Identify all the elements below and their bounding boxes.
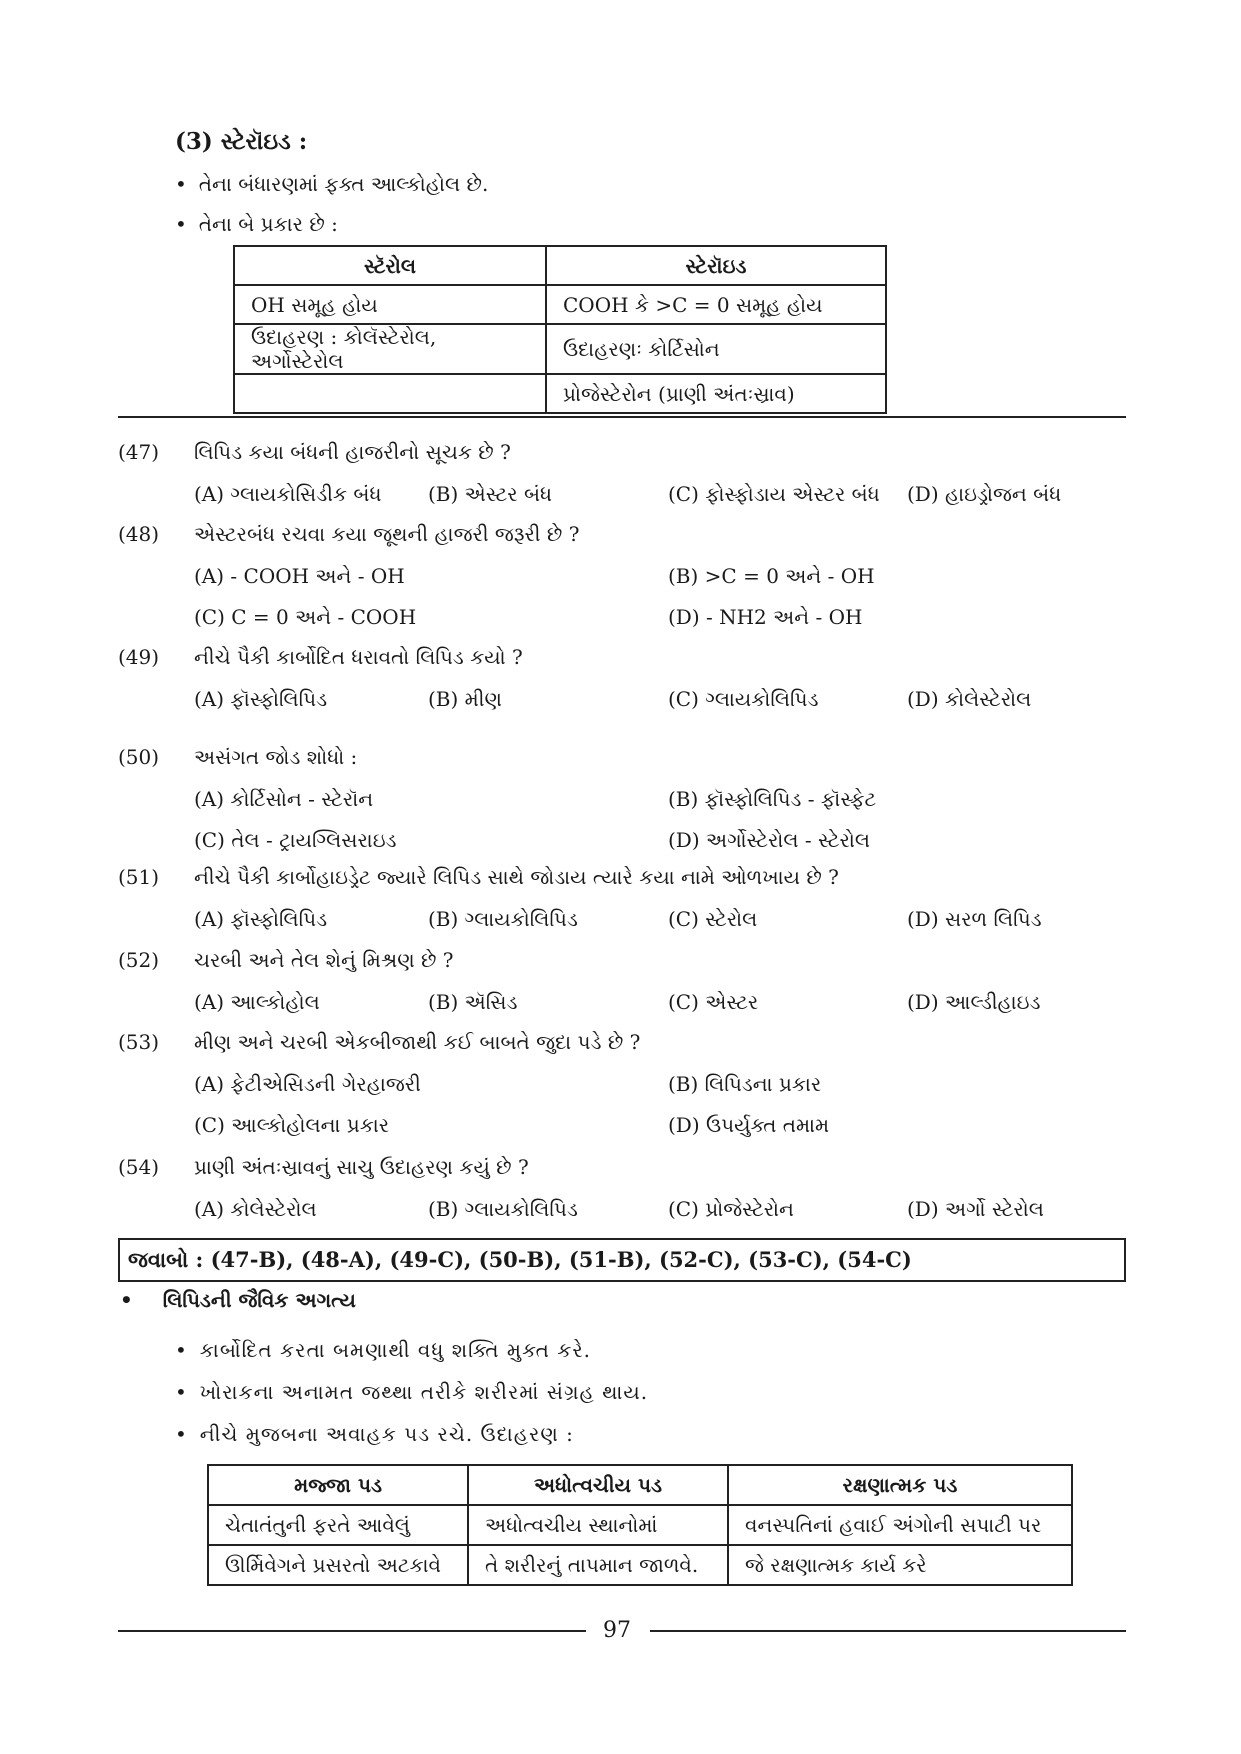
answer-option: (D) સરળ લિપિડ xyxy=(907,907,1042,931)
question-number: (53) xyxy=(118,1030,160,1054)
question-number: (47) xyxy=(118,440,160,464)
answer-option: (D) આલ્ડીહાઇડ xyxy=(907,990,1041,1014)
answer-option: (D) ઉપર્યુક્ત તમામ xyxy=(668,1113,830,1137)
question-text: પ્રાણી અંતઃસ્રાવનું સાચુ ઉદાહરણ કયું છે ? xyxy=(194,1155,529,1179)
table-cell: COOH કે >C = 0 સમૂહ હોય xyxy=(546,285,886,324)
answer-option: (D) અર્ગો સ્ટેરોલ xyxy=(907,1197,1044,1221)
table-cell xyxy=(234,374,546,413)
table-header: મજ્જા પડ xyxy=(208,1465,468,1505)
answer-key: જવાબો : (47-B), (48-A), (49-C), (50-B), (51-B), (52-C), (53-C), (54-C) xyxy=(128,1247,912,1272)
question-number: (51) xyxy=(118,865,160,889)
importance-bullet: • કાર્બોદિત કરતા બમણાથી વધુ શક્તિ મુક્ત કરે. xyxy=(175,1338,591,1362)
table-cell: OH સમૂહ હોય xyxy=(234,285,546,324)
question-text: નીચે પૈકી કાર્બોહાઇડ્રેટ જ્યારે લિપિડ સાથે જોડાય ત્યારે કયા નામે ઓળખાય છે ? xyxy=(194,865,839,889)
importance-bullet: • ખોરાકના અનામત જથ્થા તરીકે શરીરમાં સંગ્રહ થાય. xyxy=(175,1380,648,1404)
answer-option: (B) >C = 0 અને - OH xyxy=(668,564,875,588)
answer-option: (B) ઍસિડ xyxy=(428,990,518,1014)
table-header: અધોત્વચીય પડ xyxy=(468,1465,728,1505)
table-cell: અધોત્વચીય સ્થાનોમાં xyxy=(468,1505,728,1545)
table-header: સ્ટૅરોલ xyxy=(234,246,546,285)
page-number: 97 xyxy=(603,1618,631,1643)
footer-line-left xyxy=(118,1630,586,1632)
answer-option: (C) C = 0 અને - COOH xyxy=(194,605,417,629)
question-text: નીચે પૈકી કાર્બોદિત ધરાવતો લિપિડ કયો ? xyxy=(194,645,523,669)
question-text: અસંગત જોડ શોધો : xyxy=(194,745,358,769)
answer-option: (C) ગ્લાયકોલિપિડ xyxy=(668,687,819,711)
answer-option: (A) કોલેસ્ટેરોલ xyxy=(194,1197,317,1221)
table-cell: તે શરીરનું તાપમાન જાળવે. xyxy=(468,1545,728,1585)
answer-option: (B) લિપિડના પ્રકાર xyxy=(668,1072,822,1096)
table-cell: ઉદાહરણઃ કોર્ટિસોન xyxy=(546,324,886,374)
answer-option: (A) કોર્ટિસોન - સ્ટેરૉન xyxy=(194,787,374,811)
answer-option: (A) ગ્લાયકોસિડીક બંધ xyxy=(194,482,382,506)
question-number: (50) xyxy=(118,745,160,769)
table-row xyxy=(234,374,886,413)
answer-option: (C) સ્ટેરોલ xyxy=(668,907,758,931)
answer-option: (C) પ્રોજેસ્ટેરોન xyxy=(668,1197,794,1221)
table-cell: વનસ્પતિનાં હવાઈ અંગોની સપાટી પર xyxy=(728,1505,1072,1545)
answer-option: (A) ફૉસ્ફોલિપિડ xyxy=(194,687,328,711)
question-number: (49) xyxy=(118,645,160,669)
divider xyxy=(118,416,1126,418)
table-row xyxy=(208,1505,1072,1545)
table-cell: ચેતાતંતુની ફરતે આવેલું xyxy=(208,1505,468,1545)
question-number: (54) xyxy=(118,1155,160,1179)
answer-option: (D) હાઇડ્રોજન બંધ xyxy=(907,482,1062,506)
answer-option: (B) એસ્ટર બંધ xyxy=(428,482,553,506)
table-cell: પ્રોજેસ્ટેરોન (પ્રાણી અંતઃસ્રાવ) xyxy=(546,374,886,413)
question-text: મીણ અને ચરબી એકબીજાથી કઈ બાબતે જુદા પડે છે ? xyxy=(194,1030,641,1054)
answer-option: (B) ગ્લાયકોલિપિડ xyxy=(428,907,578,931)
question-number: (48) xyxy=(118,522,160,546)
answer-option: (C) ફોસ્ફોડાય એસ્ટર બંધ xyxy=(668,482,880,506)
importance-bullet: • નીચે મુજબના અવાહક પડ રચે. ઉદાહરણ : xyxy=(175,1422,574,1446)
table-row xyxy=(208,1545,1072,1585)
table-row xyxy=(234,285,886,324)
answer-option: (D) અર્ગોસ્ટેરોલ - સ્ટેરોલ xyxy=(668,828,870,852)
section-bullet: • તેના બે પ્રકાર છે : xyxy=(175,212,338,236)
section-heading: (3) સ્ટેરૉઇડ : xyxy=(175,128,308,155)
insulating-layers-table xyxy=(207,1464,1073,1586)
answer-option: (C) તેલ - ટ્રાયગ્લિસરાઇડ xyxy=(194,828,397,852)
answer-option: (A) ફેટીએસિડની ગેરહાજરી xyxy=(194,1072,421,1096)
answer-option: (D) - NH2 અને - OH xyxy=(668,605,863,629)
question-text: ચરબી અને તેલ શેનું મિશ્રણ છે ? xyxy=(194,948,454,972)
table-header: સ્ટેરૉઇડ xyxy=(546,246,886,285)
table-cell: ઉદાહરણ : કોલૅસ્ટેરોલ, અર્ગોસ્ટેરોલ xyxy=(234,324,546,374)
answer-option: (B) ફૉસ્ફોલિપિડ - ફૉસ્ફેટ xyxy=(668,787,877,811)
answer-option: (B) મીણ xyxy=(428,687,502,711)
question-number: (52) xyxy=(118,948,160,972)
table-header: રક્ષણાત્મક પડ xyxy=(728,1465,1072,1505)
table-cell: જે રક્ષણાત્મક કાર્ય કરે xyxy=(728,1545,1072,1585)
table-row xyxy=(234,324,886,374)
answer-option: (A) ફૉસ્ફોલિપિડ xyxy=(194,907,328,931)
table-cell: ઊર્મિવેગને પ્રસરતો અટકાવે xyxy=(208,1545,468,1585)
answer-option: (B) ગ્લાયકોલિપિડ xyxy=(428,1197,578,1221)
answer-option: (A) આલ્કોહોલ xyxy=(194,990,320,1014)
importance-heading: • લિપિડની જૈવિક અગત્ય xyxy=(120,1288,356,1312)
answer-option: (A) - COOH અને - OH xyxy=(194,564,405,588)
question-text: એસ્ટરબંધ રચવા કયા જૂથની હાજરી જરૂરી છે ? xyxy=(194,522,580,546)
answer-box xyxy=(118,1238,1126,1282)
answer-option: (C) આલ્કોહોલના પ્રકાર xyxy=(194,1113,390,1137)
section-bullet: • તેના બંધારણમાં ફક્ત આલ્કોહોલ છે. xyxy=(175,172,488,196)
answer-option: (D) કોલેસ્ટેરોલ xyxy=(907,687,1032,711)
answer-option: (C) એસ્ટર xyxy=(668,990,759,1014)
question-text: લિપિડ કયા બંધની હાજરીનો સૂચક છે ? xyxy=(194,440,511,464)
sterol-steroid-table xyxy=(233,245,887,414)
footer-line-right xyxy=(650,1630,1126,1632)
